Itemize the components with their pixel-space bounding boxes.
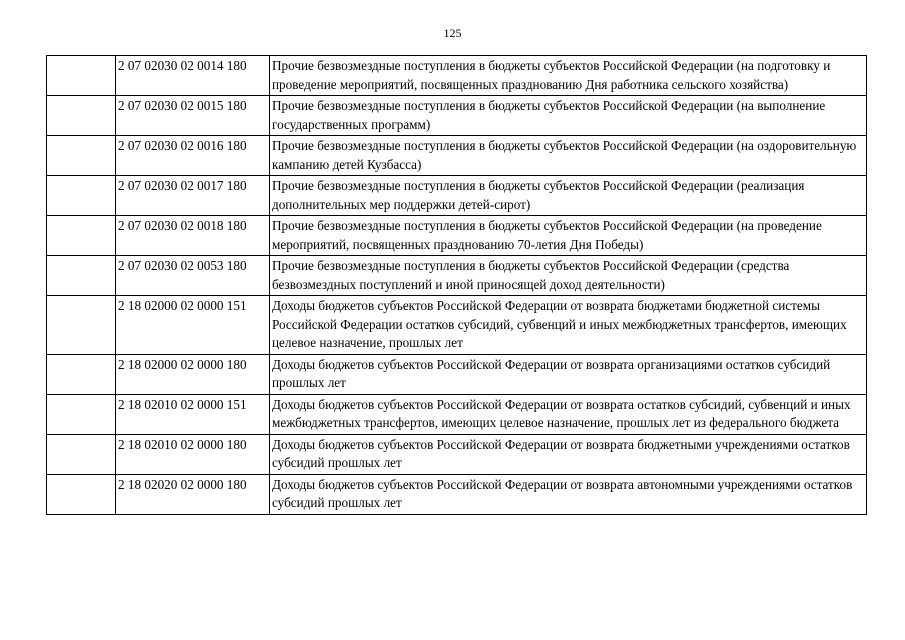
budget-code-cell: 2 07 02030 02 0018 180	[116, 216, 270, 256]
income-name-cell: Прочие безвозмездные поступления в бюджеты субъектов Российской Федерации (на выполнение государственных программ)	[270, 96, 867, 136]
table-row	[47, 256, 867, 296]
table-body	[47, 56, 867, 515]
admin-code-cell	[47, 354, 116, 394]
admin-code-cell	[47, 434, 116, 474]
admin-code-cell	[47, 216, 116, 256]
income-name-cell: Прочие безвозмездные поступления в бюджеты субъектов Российской Федерации (на проведение мероприятий, посвященных празднованию 70-летия Дня Победы)	[270, 216, 867, 256]
admin-code-cell	[47, 256, 116, 296]
admin-code-cell	[47, 394, 116, 434]
budget-code-cell: 2 18 02020 02 0000 180	[116, 474, 270, 514]
admin-code-cell	[47, 96, 116, 136]
income-name-cell: Прочие безвозмездные поступления в бюджеты субъектов Российской Федерации (реализация дополнительных мер поддержки детей-сирот)	[270, 176, 867, 216]
table-row	[47, 216, 867, 256]
table-row	[47, 56, 867, 96]
table-row	[47, 176, 867, 216]
income-name-cell: Прочие безвозмездные поступления в бюджеты субъектов Российской Федерации (на подготовку и проведение мероприятий, посвященных празднованию Дня работника сельского хозяйства)	[270, 56, 867, 96]
budget-code-cell: 2 18 02000 02 0000 180	[116, 354, 270, 394]
table-row	[47, 296, 867, 355]
budget-code-cell: 2 18 02010 02 0000 180	[116, 434, 270, 474]
table-row	[47, 474, 867, 514]
income-name-cell: Прочие безвозмездные поступления в бюджеты субъектов Российской Федерации (средства безвозмездных поступлений и иной приносящей доход деятельности)	[270, 256, 867, 296]
income-name-cell: Доходы бюджетов субъектов Российской Федерации от возврата организациями остатков субсидий прошлых лет	[270, 354, 867, 394]
table-row	[47, 354, 867, 394]
admin-code-cell	[47, 136, 116, 176]
budget-code-cell: 2 07 02030 02 0014 180	[116, 56, 270, 96]
budget-code-cell: 2 07 02030 02 0017 180	[116, 176, 270, 216]
admin-code-cell	[47, 296, 116, 355]
page-number: 125	[443, 26, 462, 40]
admin-code-cell	[47, 56, 116, 96]
income-name-cell: Прочие безвозмездные поступления в бюджеты субъектов Российской Федерации (на оздоровительную кампанию детей Кузбасса)	[270, 136, 867, 176]
table-row	[47, 136, 867, 176]
table-row	[47, 96, 867, 136]
income-name-cell: Доходы бюджетов субъектов Российской Федерации от возврата остатков субсидий, субвенций и иных межбюджетных трансфертов, имеющих целевое назначение, прошлых лет из федерального бюджета	[270, 394, 867, 434]
admin-code-cell	[47, 176, 116, 216]
income-name-cell: Доходы бюджетов субъектов Российской Федерации от возврата бюджетными учреждениями остатков субсидий прошлых лет	[270, 434, 867, 474]
budget-code-cell: 2 07 02030 02 0016 180	[116, 136, 270, 176]
budget-code-cell: 2 07 02030 02 0015 180	[116, 96, 270, 136]
budget-code-cell: 2 18 02010 02 0000 151	[116, 394, 270, 434]
table-row	[47, 434, 867, 474]
budget-code-cell: 2 18 02000 02 0000 151	[116, 296, 270, 355]
income-name-cell: Доходы бюджетов субъектов Российской Федерации от возврата бюджетами бюджетной системы Российской Федерации остатков субсидий, субвенций и иных межбюджетных трансфертов, имеющих целевое назначение, прошлых лет	[270, 296, 867, 355]
admin-code-cell	[47, 474, 116, 514]
income-name-cell: Доходы бюджетов субъектов Российской Федерации от возврата автономными учреждениями остатков субсидий прошлых лет	[270, 474, 867, 514]
budget-classification-table	[46, 55, 867, 515]
table-row	[47, 394, 867, 434]
budget-code-cell: 2 07 02030 02 0053 180	[116, 256, 270, 296]
